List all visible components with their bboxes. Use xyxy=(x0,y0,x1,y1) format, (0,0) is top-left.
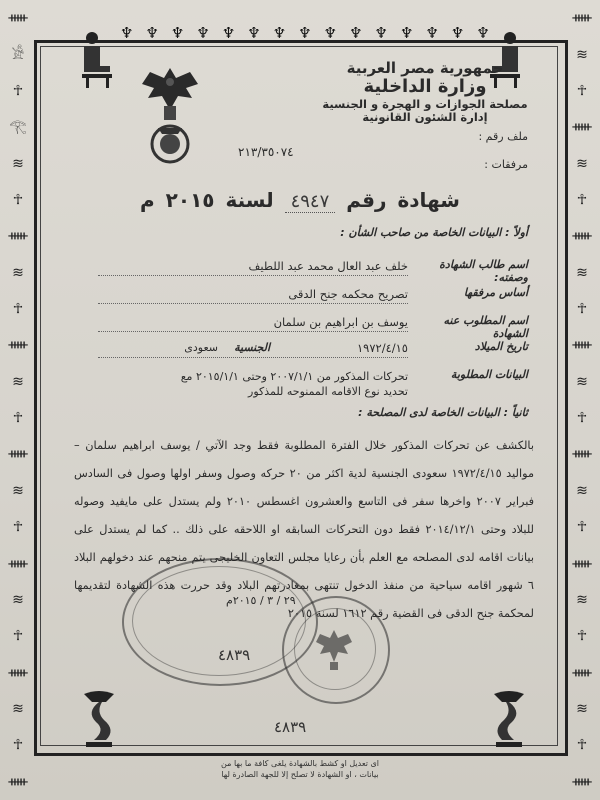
reference-number: ٢١٣/٣٥٠٧٤ xyxy=(238,145,294,159)
cobra-icon xyxy=(486,688,532,750)
footer-line1: اى تعديل او كشط بالشهادة يلغى كافة ما بها من xyxy=(221,759,379,768)
file-number-label: ملف رقم : xyxy=(478,130,528,143)
seal-eagle-icon xyxy=(314,626,354,674)
subject-value: يوسف بن ابراهيم بن سلمان xyxy=(273,315,408,329)
certificate-prefix: شهادة رقم xyxy=(346,188,460,212)
cobra-icon xyxy=(76,688,122,750)
seal-number-lower: ٤٨٣٩ xyxy=(274,718,307,736)
country-name: جمهورية مصر العربية xyxy=(346,59,504,77)
nationality-label: الجنسية xyxy=(234,341,270,354)
department-name: مصلحة الجوازات و الهجرة و الجنسية xyxy=(322,96,528,111)
issue-date: ٢٩ / ٣ / ٢٠١٥م xyxy=(226,594,296,607)
applicant-row xyxy=(88,258,528,284)
dob-label: تاريخ الميلاد xyxy=(474,340,528,353)
right-hieroglyph-border: ᚔ ≋ ☥ ᚔ ≋ ☥ ᚔ ≋ ☥ ᚔ ≋ ☥ ᚔ ≋ ☥ ᚔ ≋ ☥ ᚔ ≋ ☥ ᚔ xyxy=(572,10,592,790)
seated-figure-icon xyxy=(70,28,116,90)
footer-notice xyxy=(0,758,600,780)
certificate-number: ٤٩٤٧ xyxy=(285,191,336,213)
top-lotus-border: ♆ ♆ ♆ ♆ ♆ ♆ ♆ ♆ ♆ ♆ ♆ ♆ ♆ ♆ ♆ xyxy=(120,24,490,42)
attachments-label: مرفقات : xyxy=(484,158,528,171)
sub-department-name: إدارة الشئون القانونية xyxy=(362,110,488,125)
ministry-name: وزارة الداخلية xyxy=(363,76,487,98)
subject-label: اسم المطلوب عنه الشهادة xyxy=(443,314,528,340)
section-one-heading: أولاً : البيانات الخاصة من صاحب الشأن : xyxy=(340,226,528,239)
nationality-value: سعودى xyxy=(184,341,218,354)
basis-row xyxy=(88,286,528,306)
section-two-heading: ثانياً : البيانات الخاصة لدى المصلحة : xyxy=(358,406,528,419)
certificate-title xyxy=(0,188,600,212)
certificate-body-text: بالكشف عن تحركات المذكور خلال الفترة المطلوبة فقط وجد الآتي / يوسف ابراهيم سلمان – مواليد ١٩٧٢/٤/١٥ سعودى الجنسية لدية اكثر من ٢٠ حركه وصول وسفر اولها وصول فى السادس فبراير ٢٠٠٧ واخرها سفر فى التاسع والعشرون اغسطس ٢٠١٠ ولم يستدل على مايفيد وصوله للبلاد وحتى ٢٠١٤/١٢/١ فقط دون التحركات السابقه او اللاحقه على ذلك .. كما لم يستدل على بيانات اقامه لدى المصلحه مع العلم بأن رعايا مجلس التعاون الخليجى يتم منحهم عند دخولهم البلاد ٦ شهور اقامه سياحية من منفذ الدخول تنتهى بمغادرتهم البلاد وقد حررت هذه الشهادة لتقديمها لمحكمة جنح الدقى فى القضية رقم ١٦١٢ لسنة ٢٠١٥ xyxy=(74,439,535,620)
dob-value: ١٩٧٢/٤/١٥ xyxy=(357,341,408,355)
required-data-label: البيانات المطلوبة xyxy=(450,368,528,381)
applicant-label: اسم طالب الشهادة وصفته: xyxy=(439,258,528,284)
footer-line2: بيانات ، او الشهادة لا تصلح إلا للجهة الصادرة لها xyxy=(221,770,379,779)
basis-value: تصريح محكمه جنح الدقى xyxy=(288,287,408,301)
required-data-line1: تحركات المذكور من ٢٠٠٧/١/١ وحتى ٢٠١٥/١/١ مع xyxy=(180,370,408,383)
left-hieroglyph-border: ᚔ 𓀀 ☥ 𓂀 ≋ ☥ ᚔ ≋ ☥ ᚔ ≋ ☥ ᚔ ≋ ☥ ᚔ ≋ ☥ ᚔ ≋ ☥ ᚔ xyxy=(8,10,28,790)
basis-label: أساس مرفقها xyxy=(463,286,528,299)
ministry-header xyxy=(320,60,530,124)
eagle-emblem-icon xyxy=(138,62,202,166)
certificate-year: لسنة ٢٠١٥ م xyxy=(140,188,274,212)
applicant-value: خلف عبد العال محمد عبد اللطيف xyxy=(248,259,408,273)
subject-row xyxy=(88,314,528,340)
dob-row xyxy=(88,340,528,360)
seal-number: ٤٨٣٩ xyxy=(218,646,251,664)
required-data-line2: تحديد نوع الاقامه الممنوحه للمذكور xyxy=(248,385,408,398)
